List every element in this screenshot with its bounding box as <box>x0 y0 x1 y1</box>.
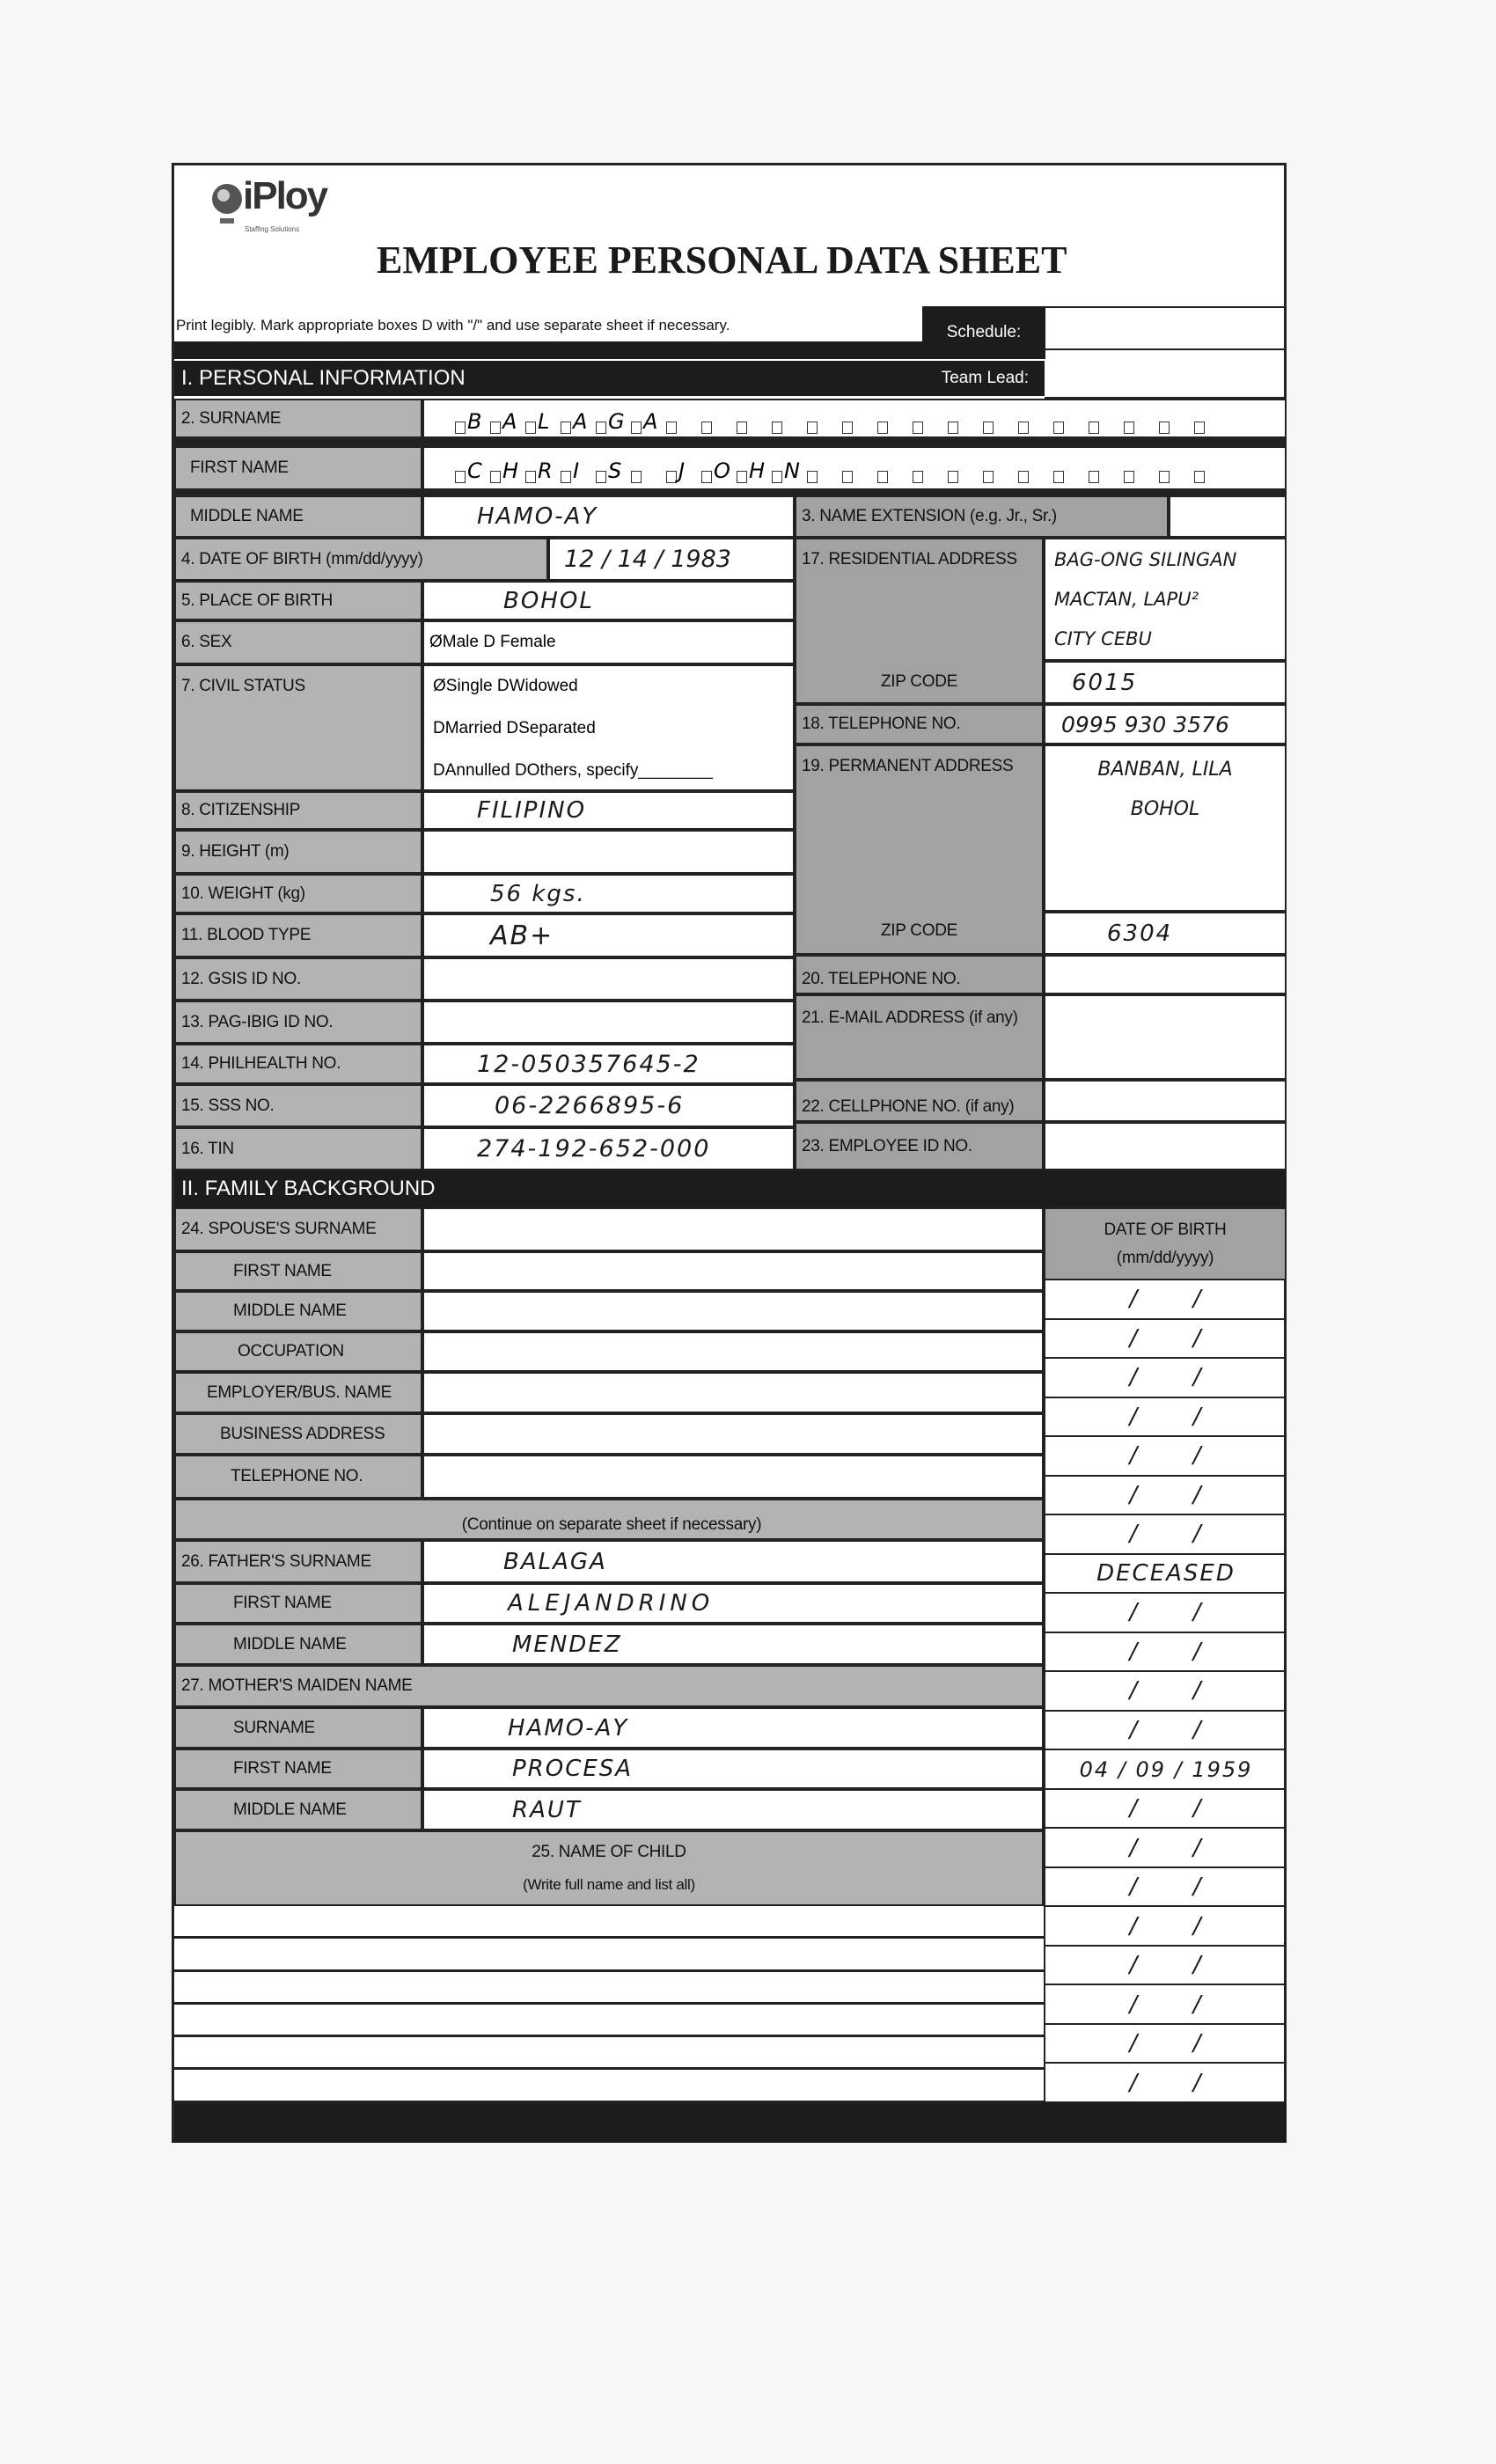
sex-options[interactable]: Ø Male D Female <box>422 620 795 664</box>
gsis-field[interactable] <box>422 957 795 1001</box>
civil-status-options[interactable]: ØSingle DWidowed DMarried DSeparated DAnnulled DOthers, specify________ <box>422 664 795 791</box>
blood-type-field[interactable]: AB+ <box>422 913 795 957</box>
spouse-middle-name-field[interactable] <box>422 1291 1044 1331</box>
letter: B <box>467 408 482 434</box>
mother-middle-name-field[interactable]: RAUT <box>422 1789 1044 1830</box>
date-value: / / <box>1129 1717 1203 1743</box>
letter: G <box>608 408 625 434</box>
pagibig-label: 13. PAG-IBIG ID NO. <box>174 1001 422 1044</box>
father-middle-name-field[interactable]: MENDEZ <box>422 1624 1044 1665</box>
letter: S <box>608 458 622 483</box>
letter: H <box>502 458 519 483</box>
employer-label: EMPLOYER/BUS. NAME <box>174 1372 422 1413</box>
employer-field[interactable] <box>422 1372 1044 1413</box>
checkbox-square <box>525 471 536 483</box>
letter-box[interactable] <box>525 404 561 434</box>
checkbox-square <box>983 471 994 483</box>
permanent-address-field[interactable]: BANBAN, LILA BOHOL <box>1044 744 1287 912</box>
child-row[interactable] <box>174 2071 1044 2103</box>
letter: I <box>573 458 580 483</box>
date-value: / / <box>1129 1638 1203 1665</box>
single-checkbox-checked-icon[interactable]: Ø <box>433 677 446 695</box>
citizenship-field[interactable]: FILIPINO <box>422 791 795 830</box>
date-value: / / <box>1129 1991 1203 2018</box>
date-of-birth-row[interactable] <box>1045 1359 1287 1398</box>
letter: A <box>573 408 588 434</box>
checkbox-square <box>842 471 853 483</box>
sss-label: 15. SSS NO. <box>174 1084 422 1127</box>
letter: H <box>749 458 766 483</box>
date-value: / / <box>1129 1403 1203 1430</box>
section-personal-information: I. PERSONAL INFORMATION Team Lead: <box>174 361 1045 396</box>
letter-box[interactable] <box>1124 404 1159 434</box>
letter-box[interactable] <box>666 404 701 434</box>
letter-box[interactable] <box>1089 404 1124 434</box>
checkbox-square <box>807 422 818 434</box>
letter-box[interactable] <box>1018 404 1053 434</box>
letter-box[interactable] <box>1053 453 1089 483</box>
first-name-label: FIRST NAME <box>174 446 422 490</box>
checkbox-square <box>631 422 642 434</box>
iploy-logo <box>209 174 341 245</box>
dob-label: 4. DATE OF BIRTH (mm/dd/yyyy) <box>174 538 548 581</box>
letter-box[interactable] <box>772 453 807 483</box>
occupation-field[interactable] <box>422 1331 1044 1372</box>
permanent-zip-field[interactable]: 6304 <box>1044 912 1287 955</box>
letter-box[interactable] <box>842 453 877 483</box>
letter-box[interactable] <box>701 453 737 483</box>
checkbox-square <box>666 471 677 483</box>
checkbox-square <box>842 422 853 434</box>
date-value: / / <box>1129 1834 1203 1861</box>
team-lead-label: Team Lead: <box>941 369 1029 387</box>
height-field[interactable] <box>422 830 795 874</box>
checkbox-square <box>913 471 923 483</box>
checkbox-square <box>948 471 958 483</box>
telephone-2-field[interactable] <box>1044 955 1287 994</box>
date-of-birth-row[interactable] <box>1045 1750 1287 1790</box>
spouse-surname-field[interactable] <box>422 1207 1044 1251</box>
footer-bar <box>174 2103 1287 2143</box>
checkbox-square <box>983 422 994 434</box>
checkbox-square <box>455 422 466 434</box>
date-value: / / <box>1129 2069 1203 2096</box>
letter-box[interactable] <box>1194 453 1229 483</box>
letter-box[interactable] <box>1194 404 1229 434</box>
weight-label: 10. WEIGHT (kg) <box>174 874 422 913</box>
date-value: / / <box>1129 1874 1203 1901</box>
children-list <box>174 1906 1044 2103</box>
checkbox-square <box>737 471 747 483</box>
place-of-birth-field[interactable]: BOHOL <box>422 581 795 620</box>
letter-box[interactable] <box>631 404 666 434</box>
child-row[interactable] <box>174 2005 1044 2037</box>
letter: L <box>538 408 550 434</box>
checkbox-square <box>1053 471 1064 483</box>
letter-box[interactable] <box>1124 453 1159 483</box>
checkbox-square <box>913 422 923 434</box>
letter-box[interactable] <box>666 453 701 483</box>
letter-box[interactable] <box>525 453 561 483</box>
surname-label: 2. SURNAME <box>174 399 422 438</box>
checkbox-square <box>596 422 606 434</box>
checkbox-square <box>1159 422 1170 434</box>
date-of-birth-row[interactable] <box>1045 1790 1287 1830</box>
checkbox-square <box>701 422 712 434</box>
schedule-field[interactable] <box>1045 306 1287 350</box>
logo-tagline: Staffing Solutions <box>245 225 300 233</box>
father-surname-field[interactable]: BALAGA <box>422 1540 1044 1583</box>
middle-name-label: MIDDLE NAME <box>174 495 422 538</box>
letter-box[interactable] <box>561 453 596 483</box>
date-of-birth-row[interactable] <box>1045 1907 1287 1947</box>
philhealth-field[interactable]: 12-050357645-2 <box>422 1044 795 1084</box>
checkbox-square <box>772 471 782 483</box>
business-address-field[interactable] <box>422 1413 1044 1455</box>
checkbox-square <box>1124 422 1134 434</box>
date-of-birth-row[interactable] <box>1045 1712 1287 1751</box>
checkbox-square <box>1194 471 1205 483</box>
checkbox-square <box>525 422 536 434</box>
child-row[interactable] <box>174 1972 1044 2005</box>
mother-first-name-field[interactable]: PROCESA <box>422 1749 1044 1789</box>
residential-zip-field[interactable]: 6015 <box>1044 661 1287 704</box>
date-value: / / <box>1129 1677 1203 1705</box>
letter-box[interactable] <box>877 404 913 434</box>
father-surname-label: 26. FATHER'S SURNAME <box>174 1540 422 1583</box>
father-middle-name-label: MIDDLE NAME <box>174 1624 422 1665</box>
letter-box[interactable] <box>807 404 842 434</box>
cellphone-field[interactable] <box>1044 1080 1287 1122</box>
residential-address-field[interactable]: BAG-ONG SILINGAN MACTAN, LAPU² CITY CEBU <box>1044 538 1287 661</box>
date-value: / / <box>1129 1912 1203 1940</box>
spouse-first-name-field[interactable] <box>422 1251 1044 1291</box>
letter: J <box>678 458 686 483</box>
letter-box[interactable] <box>807 453 842 483</box>
date-of-birth-row[interactable] <box>1045 1398 1287 1438</box>
team-lead-field[interactable] <box>1045 350 1287 399</box>
child-row[interactable] <box>174 1906 1044 1939</box>
mother-surname-field[interactable]: HAMO-AY <box>422 1707 1044 1749</box>
place-of-birth-label: 5. PLACE OF BIRTH <box>174 581 422 620</box>
checkbox-square <box>737 422 747 434</box>
date-value: / / <box>1129 1795 1203 1822</box>
checkbox-square <box>455 471 466 483</box>
date-of-birth-row[interactable] <box>1045 1320 1287 1360</box>
letter-box[interactable] <box>455 453 490 483</box>
letter-box[interactable] <box>772 404 807 434</box>
letter-box[interactable] <box>842 404 877 434</box>
checkbox-square <box>596 471 606 483</box>
date-of-birth-row[interactable] <box>1045 2064 1287 2103</box>
letter: C <box>467 458 482 483</box>
date-of-birth-row[interactable] <box>1045 2025 1287 2064</box>
letter: A <box>502 408 517 434</box>
date-value: / / <box>1129 1521 1203 1548</box>
spouse-telephone-field[interactable] <box>422 1455 1044 1499</box>
date-of-birth-row[interactable] <box>1045 1515 1287 1555</box>
pagibig-field[interactable] <box>422 1001 795 1044</box>
zip-code-label: ZIP CODE <box>881 921 957 940</box>
checkbox-square <box>666 422 677 434</box>
date-of-birth-row[interactable] <box>1045 1947 1287 1986</box>
checkbox-square <box>1018 471 1029 483</box>
checkbox-square <box>701 471 712 483</box>
telephone-2-label: 20. TELEPHONE NO. <box>795 955 1044 994</box>
letter-box[interactable] <box>561 404 596 434</box>
cellphone-label: 22. CELLPHONE NO. (if any) <box>795 1080 1044 1122</box>
name-of-child-header: 25. NAME OF CHILD (Write full name and list all) <box>174 1830 1044 1906</box>
mother-first-name-label: FIRST NAME <box>174 1749 422 1789</box>
philhealth-label: 14. PHILHEALTH NO. <box>174 1044 422 1084</box>
child-row[interactable] <box>174 2037 1044 2070</box>
header-divider-bar <box>174 341 922 359</box>
checkbox-square <box>490 471 501 483</box>
checkbox-square <box>561 422 571 434</box>
letter-box[interactable] <box>877 453 913 483</box>
checkbox-square <box>1018 422 1029 434</box>
letter-box[interactable] <box>1053 404 1089 434</box>
date-of-birth-row[interactable] <box>1045 1672 1287 1712</box>
gsis-label: 12. GSIS ID NO. <box>174 957 422 1001</box>
letter-box[interactable] <box>596 404 631 434</box>
checkbox-square <box>772 422 782 434</box>
height-label: 9. HEIGHT (m) <box>174 830 422 874</box>
first-name-boxes[interactable] <box>422 446 1287 490</box>
residential-address-label: 17. RESIDENTIAL ADDRESS ZIP CODE <box>795 538 1044 704</box>
letter-box[interactable] <box>701 404 737 434</box>
employee-id-label: 23. EMPLOYEE ID NO. <box>795 1122 1044 1170</box>
date-value: / / <box>1129 1481 1203 1508</box>
checkbox-square <box>877 471 888 483</box>
spouse-first-name-label: FIRST NAME <box>174 1251 422 1291</box>
date-of-birth-row[interactable] <box>1045 1985 1287 2025</box>
letter-box[interactable] <box>596 453 631 483</box>
date-of-birth-row[interactable] <box>1045 1633 1287 1673</box>
checkbox-square <box>1053 422 1064 434</box>
name-extension-field[interactable] <box>1169 495 1287 538</box>
spouse-surname-label: 24. SPOUSE'S SURNAME <box>174 1207 422 1251</box>
email-field[interactable] <box>1044 994 1287 1080</box>
spouse-middle-name-label: MIDDLE NAME <box>174 1291 422 1331</box>
letter-box[interactable] <box>737 404 772 434</box>
email-label: 21. E-MAIL ADDRESS (if any) <box>795 994 1044 1080</box>
checkbox-square <box>948 422 958 434</box>
date-value: / / <box>1129 1364 1203 1391</box>
telephone-label: 18. TELEPHONE NO. <box>795 704 1044 744</box>
tin-field[interactable]: 274-192-652-000 <box>422 1127 795 1170</box>
blood-type-label: 11. BLOOD TYPE <box>174 913 422 957</box>
father-first-name-field[interactable]: ALEJANDRINO <box>422 1583 1044 1624</box>
surname-boxes[interactable] <box>422 399 1287 438</box>
date-of-birth-row[interactable] <box>1045 1555 1287 1595</box>
schedule-label: Schedule: <box>922 306 1045 359</box>
letter-box[interactable] <box>490 453 525 483</box>
permanent-address-label: 19. PERMANENT ADDRESS ZIP CODE <box>795 744 1044 955</box>
letter-box[interactable] <box>1018 453 1053 483</box>
mother-surname-label: SURNAME <box>174 1707 422 1749</box>
letter: O <box>714 458 730 483</box>
letter: R <box>538 458 553 483</box>
continue-note: (Continue on separate sheet if necessary) <box>174 1499 1044 1540</box>
letter-box[interactable] <box>1089 453 1124 483</box>
zip-code-label: ZIP CODE <box>881 672 957 691</box>
date-of-birth-row[interactable] <box>1045 1280 1287 1320</box>
dob-column-header: DATE OF BIRTH (mm/dd/yyyy) <box>1044 1207 1287 1280</box>
checkbox-square <box>1089 422 1099 434</box>
child-row[interactable] <box>174 1939 1044 1971</box>
date-of-birth-row[interactable] <box>1045 1477 1287 1516</box>
father-first-name-label: FIRST NAME <box>174 1583 422 1624</box>
telephone-field[interactable]: 0995 930 3576 <box>1044 704 1287 744</box>
date-value: 04 / 09 / 1959 <box>1079 1756 1253 1782</box>
checkbox-square <box>1194 422 1205 434</box>
dob-column <box>1044 1280 1287 2103</box>
checkbox-square <box>1124 471 1134 483</box>
section-family-background: II. FAMILY BACKGROUND <box>174 1170 1287 1207</box>
checkbox-square <box>490 422 501 434</box>
weight-field[interactable]: 56 kgs. <box>422 874 795 913</box>
name-extension-label: 3. NAME EXTENSION (e.g. Jr., Sr.) <box>795 495 1169 538</box>
sss-field[interactable]: 06-2266895-6 <box>422 1084 795 1127</box>
globe-icon <box>209 174 245 236</box>
letter-box[interactable] <box>948 404 983 434</box>
letter-box[interactable] <box>1159 453 1194 483</box>
date-of-birth-row[interactable] <box>1045 1829 1287 1868</box>
tin-label: 16. TIN <box>174 1127 422 1170</box>
date-of-birth-row[interactable] <box>1045 1437 1287 1477</box>
mother-maiden-name-label: 27. MOTHER'S MAIDEN NAME <box>174 1665 1044 1707</box>
dob-field[interactable]: 12 / 14 / 1983 <box>548 538 795 581</box>
letter-box[interactable] <box>983 404 1018 434</box>
civil-status-label: 7. CIVIL STATUS <box>174 664 422 791</box>
date-value: DECEASED <box>1096 1559 1236 1587</box>
letter-box[interactable] <box>455 404 490 434</box>
logo-text: iPloy <box>243 174 327 217</box>
letter-box[interactable] <box>983 453 1018 483</box>
business-address-label: BUSINESS ADDRESS <box>174 1413 422 1455</box>
checkbox-square <box>807 471 818 483</box>
male-checkbox-checked-icon[interactable]: Ø <box>429 633 443 651</box>
divider-bar <box>174 438 1287 446</box>
date-value: / / <box>1129 1952 1203 1979</box>
instructions-text: Print legibly. Mark appropriate boxes D with "/" and use separate sheet if necessary. <box>176 317 730 334</box>
letter-box[interactable] <box>948 453 983 483</box>
date-value: / / <box>1129 1599 1203 1626</box>
citizenship-label: 8. CITIZENSHIP <box>174 791 422 830</box>
date-value: / / <box>1129 1286 1203 1313</box>
date-value: / / <box>1129 1442 1203 1470</box>
spouse-telephone-label: TELEPHONE NO. <box>174 1455 422 1499</box>
date-of-birth-row[interactable] <box>1045 1868 1287 1908</box>
letter-box[interactable] <box>737 453 772 483</box>
checkbox-square <box>877 422 888 434</box>
employee-id-field[interactable] <box>1044 1122 1287 1170</box>
letter-box[interactable] <box>631 453 666 483</box>
letter-box[interactable] <box>913 453 948 483</box>
checkbox-square <box>1089 471 1099 483</box>
letter: A <box>643 408 658 434</box>
middle-name-field[interactable]: HAMO-AY <box>422 495 795 538</box>
checkbox-square <box>1159 471 1170 483</box>
date-of-birth-row[interactable] <box>1045 1594 1287 1633</box>
date-value: / / <box>1129 1324 1203 1352</box>
letter-box[interactable] <box>913 404 948 434</box>
checkbox-square <box>561 471 571 483</box>
letter-box[interactable] <box>1159 404 1194 434</box>
sex-label: 6. SEX <box>174 620 422 664</box>
employee-personal-data-sheet <box>172 163 1287 2143</box>
date-value: / / <box>1129 2030 1203 2057</box>
page-title: EMPLOYEE PERSONAL DATA SHEET <box>377 238 1067 282</box>
letter-box[interactable] <box>490 404 525 434</box>
letter: N <box>784 458 800 483</box>
mother-middle-name-label: MIDDLE NAME <box>174 1789 422 1830</box>
checkbox-square <box>631 471 642 483</box>
occupation-label: OCCUPATION <box>174 1331 422 1372</box>
